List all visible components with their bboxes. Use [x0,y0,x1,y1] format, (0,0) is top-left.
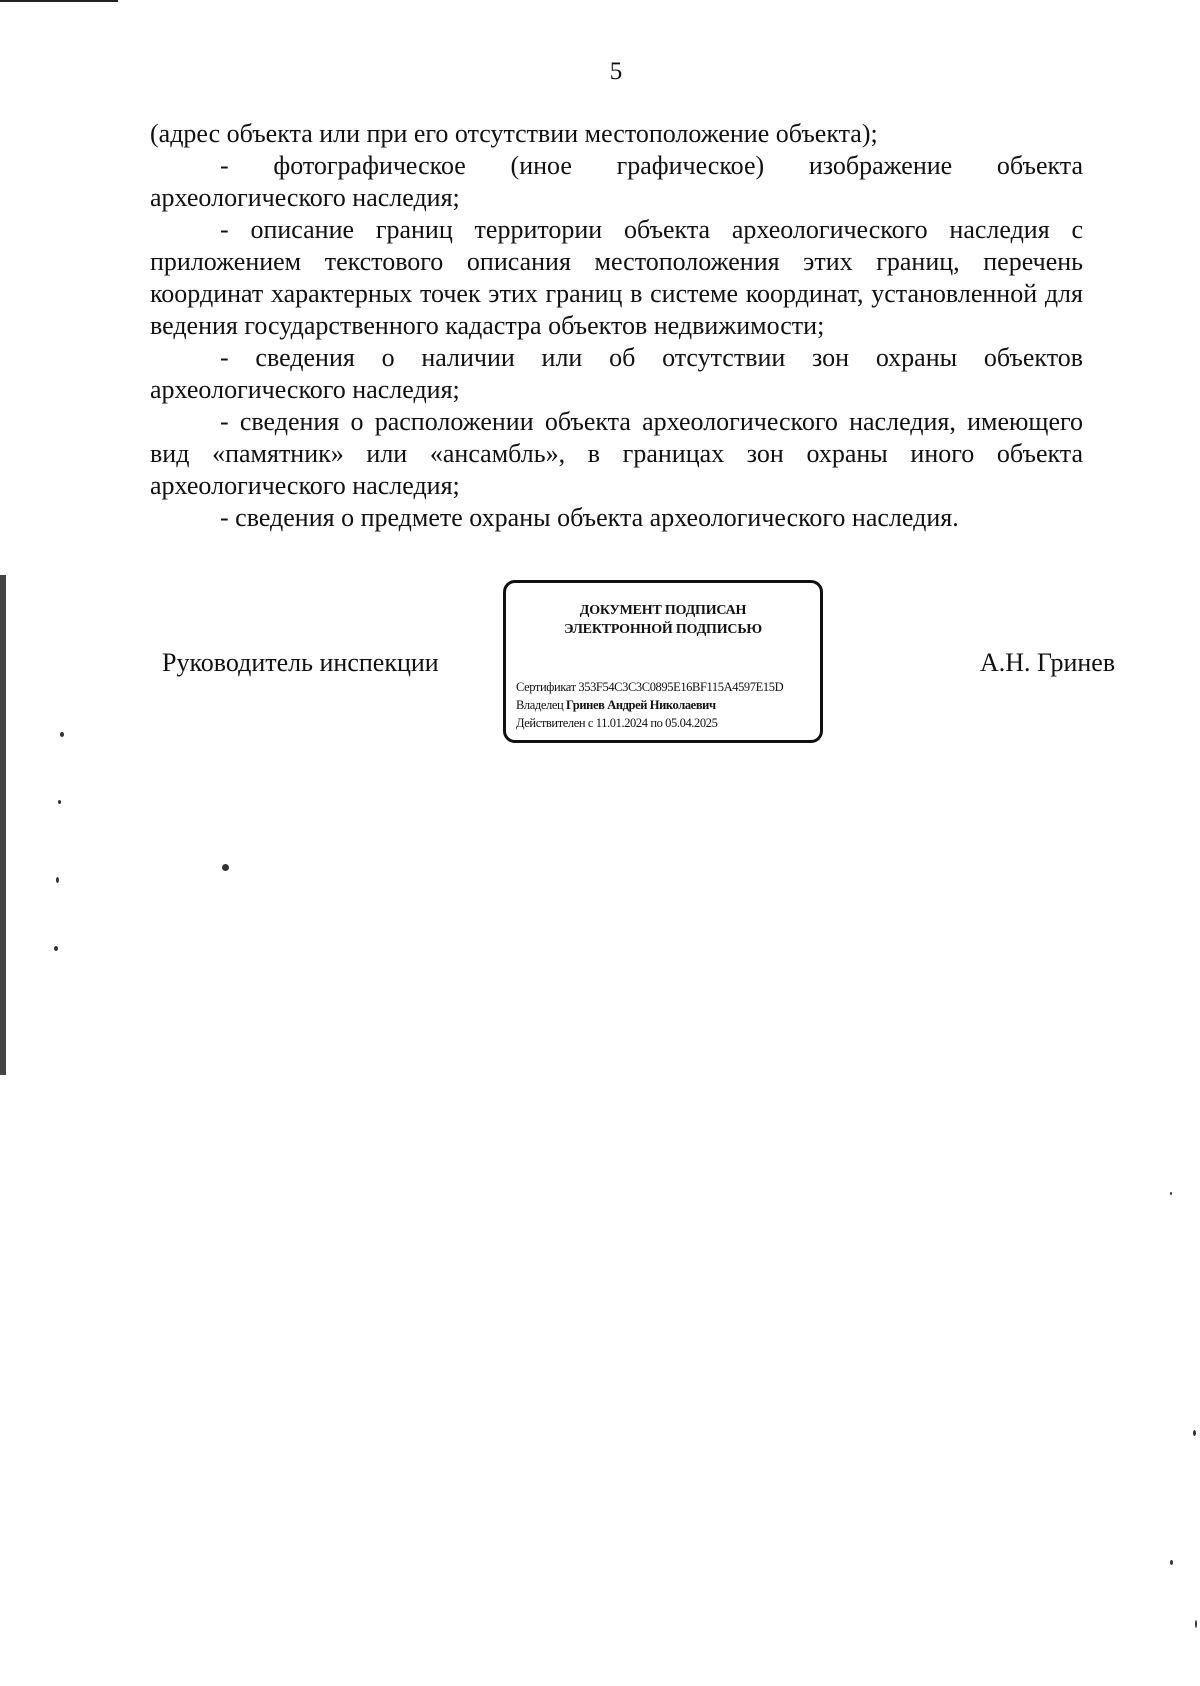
stamp-title-line: ЭЛЕКТРОННОЙ ПОДПИСЬЮ [564,622,762,637]
stamp-details [516,678,816,732]
scan-speck [1170,1560,1173,1565]
paragraph: - фотографическое (иное графическое) изображение объекта археологического наследия; [150,151,1083,212]
stamp-title-line: ДОКУМЕНТ ПОДПИСАН [579,603,747,618]
scan-speck [1193,1430,1196,1436]
stamp-owner-value: Гринев Андрей Николаевич [566,698,716,712]
scan-speck [222,864,229,871]
scan-speck [56,877,59,883]
scan-speck [58,800,61,804]
page-number: 5 [609,58,623,85]
scan-speck [60,732,64,737]
scan-speck [54,946,58,951]
signer-position: Руководитель инспекции [162,648,439,677]
paragraph: (адрес объекта или при его отсутствии местоположение объекта); [150,119,878,148]
paragraph: - сведения о наличии или об отсутствии зон охраны объектов археологического наследия; [150,343,1083,404]
stamp-owner [516,696,816,714]
stamp-validity: Действителен с 11.01.2024 по 05.04.2025 [516,716,718,730]
stamp-certificate [516,678,816,696]
stamp-title [506,601,820,639]
scan-speck [1195,1620,1197,1628]
stamp-certificate-label: Сертификат [516,680,576,694]
scan-edge-left [0,575,6,1075]
body-text [150,118,1083,534]
signer-name: А.Н. Гринев [980,648,1116,677]
stamp-certificate-value: 353F54C3C3C0895E16BF115A4597E15D [578,680,784,694]
paragraph: - сведения о предмете охраны объекта археологического наследия. [220,503,959,532]
scan-speck [1170,1192,1172,1195]
electronic-signature-stamp [503,580,823,743]
paragraph: - сведения о расположении объекта археологического наследия, имеющего вид «памятник» или «ансамбль», в границах зон охраны иного объекта археологического наследия; [150,407,1083,500]
stamp-owner-label: Владелец [516,698,564,712]
paragraph: - описание границ территории объекта археологического наследия с приложением текстового описания местоположения этих границ, перечень координат характерных точек этих границ в системе координат, установленной для ведения государственного кадастра объектов недвижимости; [150,215,1083,340]
scan-edge-top-left [0,0,118,2]
